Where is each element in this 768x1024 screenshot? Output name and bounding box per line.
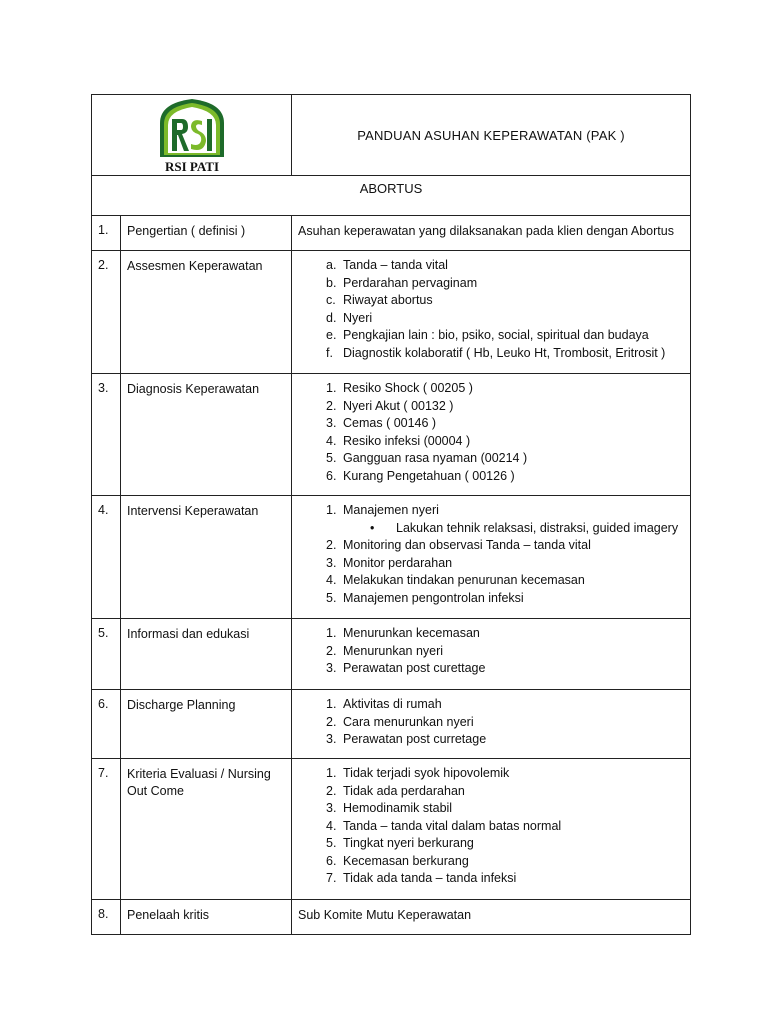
list-marker: c.	[326, 293, 336, 307]
list-item	[298, 800, 690, 818]
list-item-text: Hemodinamik stabil	[343, 801, 453, 815]
list-marker: 6.	[326, 853, 337, 868]
list-item-text: Resiko Shock ( 00205 )	[343, 381, 473, 395]
list-item	[298, 433, 690, 451]
list-marker: 2.	[326, 643, 337, 658]
list-item	[298, 257, 690, 275]
header-row	[92, 95, 691, 176]
table-row	[92, 374, 691, 496]
list-item-text: Manajemen nyeri	[343, 503, 439, 517]
list-marker: 3.	[326, 661, 337, 675]
rsi-logo	[154, 97, 230, 173]
content-list	[298, 625, 690, 678]
list-item-text: Lakukan tehnik relaksasi, distraksi, guided imagery	[396, 520, 679, 535]
list-item-text: Tidak terjadi syok hipovolemik	[343, 766, 510, 780]
list-item	[298, 853, 690, 871]
list-item-text: Tanda – tanda vital dalam batas normal	[343, 818, 562, 833]
list-item-text: Menurunkan nyeri	[343, 643, 444, 658]
row-number: 1.	[92, 216, 121, 251]
list-marker: 2.	[326, 538, 337, 552]
list-item	[298, 870, 690, 888]
list-item	[298, 292, 690, 310]
logo-text: RSI PATI	[164, 159, 220, 174]
list-item-text: Perdarahan pervaginam	[343, 275, 478, 290]
list-item-text: Monitoring dan observasi Tanda – tanda vital	[343, 538, 591, 552]
list-item-text: Kurang Pengetahuan ( 00126 )	[343, 468, 515, 483]
list-marker: d.	[326, 310, 337, 325]
row-number: 2.	[92, 251, 121, 374]
content-list	[298, 765, 690, 888]
list-item	[298, 765, 690, 783]
row-content-list	[292, 759, 691, 900]
list-item-text: Perawatan post curettage	[343, 661, 486, 675]
row-label: Kriteria Evaluasi / Nursing Out Come	[121, 759, 292, 900]
list-item-text: Perawatan post curretage	[343, 732, 487, 746]
list-marker: 4.	[326, 433, 337, 448]
table-row	[92, 619, 691, 690]
row-content-list	[292, 619, 691, 690]
row-number: 5.	[92, 619, 121, 690]
content-list	[298, 380, 690, 485]
list-item	[298, 380, 690, 398]
list-marker: f.	[326, 345, 333, 360]
list-item-text: Manajemen pengontrolan infeksi	[343, 590, 524, 605]
list-item	[298, 468, 690, 486]
list-marker: 1.	[326, 381, 337, 395]
list-item	[298, 660, 690, 678]
list-item-text: Nyeri	[343, 310, 373, 325]
row-number: 4.	[92, 496, 121, 619]
list-item	[298, 572, 690, 590]
row-content: Asuhan keperawatan yang dilaksanakan pada klien dengan Abortus	[292, 216, 691, 251]
list-marker: e.	[326, 328, 337, 342]
document	[91, 94, 691, 935]
list-item	[298, 590, 690, 608]
list-marker: 2.	[326, 398, 337, 413]
list-item	[298, 835, 690, 853]
row-content-list	[292, 251, 691, 374]
list-item	[298, 714, 690, 732]
table-row	[92, 496, 691, 619]
list-marker: 2.	[326, 783, 337, 798]
list-item-text: Aktivitas di rumah	[343, 697, 442, 711]
list-marker: 1.	[326, 697, 337, 711]
sub-list-item	[298, 520, 690, 538]
list-item	[298, 450, 690, 468]
row-label: Discharge Planning	[121, 690, 292, 759]
row-number: 7.	[92, 759, 121, 900]
list-item-text: Gangguan rasa nyaman (00214 )	[343, 451, 528, 465]
subtitle-row	[92, 176, 691, 216]
list-marker: 1.	[326, 766, 337, 780]
list-item	[298, 783, 690, 801]
list-marker: 6.	[326, 468, 337, 483]
list-item	[298, 502, 690, 520]
row-number: 3.	[92, 374, 121, 496]
list-item-text: Resiko infeksi (00004 )	[343, 433, 471, 448]
list-item	[298, 625, 690, 643]
list-item	[298, 275, 690, 293]
list-marker: 3.	[326, 416, 337, 430]
list-item-text: Tanda – tanda vital	[343, 258, 448, 272]
row-content-list	[292, 496, 691, 619]
list-marker: 1.	[326, 626, 337, 640]
list-marker: 5.	[326, 451, 337, 465]
list-item	[298, 731, 690, 749]
list-item-text: Melakukan tindakan penurunan kecemasan	[343, 573, 585, 587]
row-number: 8.	[92, 900, 121, 935]
list-item-text: Nyeri Akut ( 00132 )	[343, 398, 454, 413]
logo-cell	[92, 95, 292, 176]
table-row	[92, 251, 691, 374]
row-label: Pengertian ( definisi )	[121, 216, 292, 251]
list-item	[298, 537, 690, 555]
list-marker: 5.	[326, 590, 337, 605]
list-item	[298, 555, 690, 573]
list-item-text: Diagnostik kolaboratif ( Hb, Leuko Ht, Trombosit, Eritrosit )	[343, 345, 666, 360]
row-label: Penelaah kritis	[121, 900, 292, 935]
list-marker: 7.	[326, 871, 337, 885]
list-item-text: Tidak ada perdarahan	[343, 783, 465, 798]
list-item-text: Tidak ada tanda – tanda infeksi	[343, 871, 517, 885]
list-marker: 2.	[326, 714, 337, 729]
row-label: Assesmen Keperawatan	[121, 251, 292, 374]
document-title: PANDUAN ASUHAN KEPERAWATAN (PAK )	[292, 95, 691, 176]
table-row	[92, 690, 691, 759]
content-list	[298, 257, 690, 362]
row-content: Sub Komite Mutu Keperawatan	[292, 900, 691, 935]
list-item-text: Tingkat nyeri berkurang	[343, 836, 474, 850]
bullet-icon: •	[370, 520, 375, 535]
list-item	[298, 398, 690, 416]
list-item-text: Cemas ( 00146 )	[343, 416, 437, 430]
list-item	[298, 818, 690, 836]
list-marker: 3.	[326, 555, 337, 570]
list-marker: 4.	[326, 573, 337, 587]
table-row	[92, 759, 691, 900]
content-list	[298, 696, 690, 749]
list-item	[298, 345, 690, 363]
list-item	[298, 327, 690, 345]
row-content-list	[292, 690, 691, 759]
list-marker: 3.	[326, 801, 337, 815]
rsi-logo-icon	[154, 97, 230, 159]
row-label: Diagnosis Keperawatan	[121, 374, 292, 496]
list-marker: 3.	[326, 732, 337, 746]
list-item-text: Cara menurunkan nyeri	[343, 714, 474, 729]
guideline-table	[91, 94, 691, 935]
row-label: Informasi dan edukasi	[121, 619, 292, 690]
table-row	[92, 216, 691, 251]
list-item-text: Riwayat abortus	[343, 293, 433, 307]
list-marker: b.	[326, 275, 337, 290]
table-row	[92, 900, 691, 935]
document-subtitle: ABORTUS	[92, 176, 691, 216]
list-item-text: Monitor perdarahan	[343, 555, 453, 570]
list-marker: a.	[326, 258, 337, 272]
row-number: 6.	[92, 690, 121, 759]
row-content-list	[292, 374, 691, 496]
list-item-text: Kecemasan berkurang	[343, 853, 469, 868]
list-item	[298, 415, 690, 433]
list-item	[298, 310, 690, 328]
row-label: Intervensi Keperawatan	[121, 496, 292, 619]
list-item	[298, 696, 690, 714]
list-item-text: Menurunkan kecemasan	[343, 626, 480, 640]
content-list	[298, 502, 690, 607]
list-item	[298, 643, 690, 661]
list-marker: 4.	[326, 818, 337, 833]
list-marker: 1.	[326, 503, 337, 517]
list-marker: 5.	[326, 836, 337, 850]
list-item-text: Pengkajian lain : bio, psiko, social, spiritual dan budaya	[343, 328, 649, 342]
